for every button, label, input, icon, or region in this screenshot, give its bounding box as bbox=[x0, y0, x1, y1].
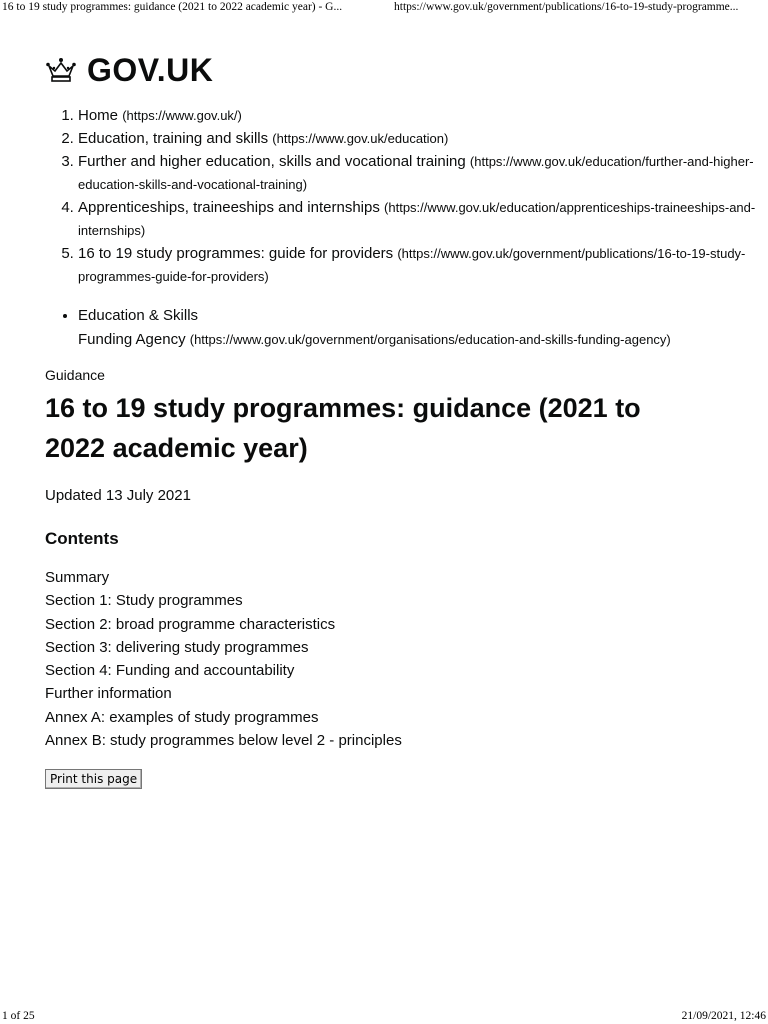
breadcrumb-item-study-programmes-guide[interactable] bbox=[78, 242, 758, 288]
breadcrumb bbox=[45, 104, 758, 288]
govuk-logo[interactable] bbox=[45, 50, 213, 90]
print-header bbox=[0, 0, 768, 16]
organisation-name-line2: Funding Agency bbox=[78, 331, 186, 348]
breadcrumb-url: (https://www.gov.uk/education/further-and-higher-education-skills-and-vocational-training) bbox=[78, 154, 754, 192]
contents-item-section-3[interactable]: Section 3: delivering study programmes bbox=[45, 638, 309, 656]
breadcrumb-url: (https://www.gov.uk/education/apprenticeships-traineeships-and-internships) bbox=[78, 200, 756, 238]
breadcrumb-label: Education, training and skills bbox=[78, 130, 269, 147]
breadcrumb-label: Further and higher education, skills and vocational training bbox=[78, 153, 466, 170]
contents-item-section-4[interactable]: Section 4: Funding and accountability bbox=[45, 662, 295, 680]
breadcrumb-item-further-higher-education[interactable] bbox=[78, 150, 758, 196]
print-page-button[interactable]: Print this page bbox=[45, 769, 142, 789]
contents-item-section-2[interactable]: Section 2: broad programme characteristics bbox=[45, 615, 336, 633]
contents-heading: Contents bbox=[45, 529, 119, 548]
organisation-name-line1: • Education & Skills bbox=[78, 307, 199, 324]
organisation-url: (https://www.gov.uk/government/organisations/education-and-skills-funding-agency) bbox=[189, 332, 671, 347]
breadcrumb-label: 16 to 19 study programmes: guide for providers bbox=[78, 245, 394, 262]
breadcrumb-label: Apprenticeships, traineeships and internships bbox=[78, 199, 380, 216]
breadcrumb-url: (https://www.gov.uk/) bbox=[122, 108, 242, 123]
contents-item-further-information[interactable]: Further information bbox=[45, 685, 172, 703]
print-footer bbox=[0, 1010, 768, 1024]
breadcrumb-url: (https://www.gov.uk/government/publications/16-to-19-study-programmes-guide-for-providers) bbox=[78, 246, 746, 284]
contents-item-annex-a[interactable]: Annex A: examples of study programmes bbox=[45, 708, 319, 726]
document-type-caption: Guidance bbox=[45, 367, 105, 383]
print-timestamp: 21/09/2021, 12:46 bbox=[681, 1010, 766, 1022]
breadcrumb-url: (https://www.gov.uk/education) bbox=[272, 131, 449, 146]
breadcrumb-item-apprenticeships[interactable] bbox=[78, 196, 758, 242]
organisation-link[interactable] bbox=[78, 304, 758, 352]
organisation-list bbox=[45, 304, 758, 352]
contents-item-annex-b[interactable]: Annex B: study programmes below level 2 - principles bbox=[45, 732, 402, 750]
breadcrumb-item-home[interactable] bbox=[78, 104, 758, 127]
crown-icon bbox=[45, 56, 77, 84]
print-header-url: https://www.gov.uk/government/publications/16-to-19-study-programme... bbox=[394, 1, 739, 13]
contents-list bbox=[45, 566, 402, 752]
logo-text: GOV.UK bbox=[87, 51, 214, 88]
contents-item-summary[interactable]: Summary bbox=[45, 569, 110, 586]
print-header-title: 16 to 19 study programmes: guidance (2021 to 2022 academic year) - G... bbox=[2, 1, 343, 13]
updated-date: Updated 13 July 2021 bbox=[45, 487, 191, 504]
breadcrumb-item-education[interactable] bbox=[78, 127, 758, 150]
page-counter: 1 of 25 bbox=[2, 1010, 35, 1022]
contents-item-section-1[interactable]: Section 1: Study programmes bbox=[45, 592, 243, 610]
breadcrumb-label: Home bbox=[78, 107, 119, 124]
page-title: 16 to 19 study programmes: guidance (2021 to 2022 academic year) bbox=[45, 393, 641, 463]
